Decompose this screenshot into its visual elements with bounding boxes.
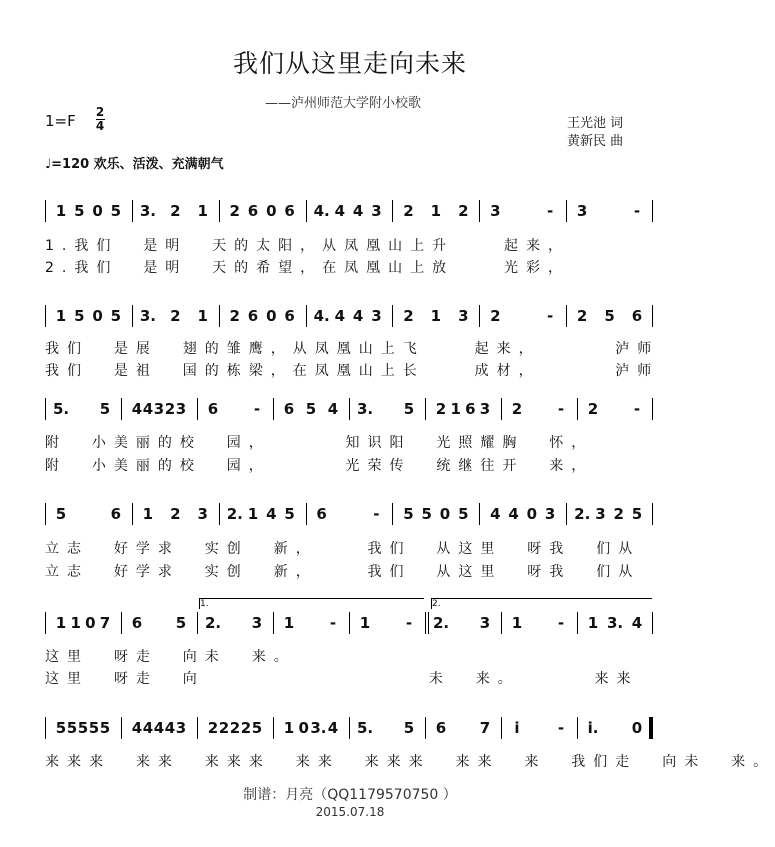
- note: 1: [142, 505, 154, 523]
- transcriber-credit: 制谱：月亮（QQ1179570750 ）: [243, 787, 457, 803]
- barline: [45, 503, 46, 525]
- note: 0: [298, 719, 309, 737]
- note: 2: [403, 307, 414, 325]
- note: 0: [85, 614, 96, 632]
- note: 1: [511, 614, 523, 632]
- note: 3: [251, 614, 263, 632]
- note: 1: [430, 202, 442, 220]
- barline: [566, 200, 567, 222]
- note: 3: [595, 505, 606, 523]
- note: 1: [430, 307, 442, 325]
- note: 4: [508, 505, 519, 523]
- note: 1: [55, 307, 67, 325]
- barline: [219, 305, 220, 327]
- note: 4: [490, 505, 501, 523]
- barline: [501, 717, 502, 739]
- note: 1: [283, 719, 295, 737]
- note: 4: [327, 719, 339, 737]
- note: 5: [99, 400, 111, 418]
- note: 1: [55, 202, 67, 220]
- note: 0: [526, 505, 538, 523]
- notation-system: [45, 503, 653, 525]
- barline: [121, 612, 122, 634]
- note: 5: [55, 719, 67, 737]
- note: 2: [207, 719, 219, 737]
- note: 6: [631, 307, 643, 325]
- note: 3: [479, 614, 491, 632]
- note: 4: [164, 719, 176, 737]
- notation-system: [45, 717, 653, 739]
- note: 0: [439, 505, 451, 523]
- note: 4: [153, 719, 165, 737]
- barline: [45, 612, 46, 634]
- note: 4: [266, 505, 277, 523]
- barline: [306, 503, 307, 525]
- note: 2: [403, 202, 414, 220]
- note: 2: [229, 307, 240, 325]
- note: 2: [229, 202, 240, 220]
- note: 5: [66, 719, 78, 737]
- note: 3.: [310, 719, 327, 737]
- note: 3: [371, 307, 382, 325]
- barline: [577, 717, 578, 739]
- note: 2: [511, 400, 523, 418]
- note: 3: [490, 202, 501, 220]
- note: 6: [316, 505, 327, 523]
- lyric-line: 附 小美丽的校 园， 光荣传 统继往开 来，: [45, 458, 594, 474]
- note: 3.: [139, 202, 156, 220]
- note: -: [547, 307, 554, 325]
- time-sig-bottom: 4: [95, 119, 105, 133]
- barline: [349, 612, 350, 634]
- lyricist: 王光池 词: [567, 116, 624, 131]
- note: 2: [587, 400, 599, 418]
- note: 2: [458, 202, 469, 220]
- note: 2: [218, 719, 230, 737]
- note: 3.: [139, 307, 156, 325]
- note: 6: [284, 202, 295, 220]
- barline: [652, 305, 653, 327]
- barline: [501, 398, 502, 420]
- note: -: [557, 614, 565, 632]
- barline: [479, 503, 480, 525]
- final-barline: [649, 717, 652, 739]
- note: 0: [92, 202, 103, 220]
- lyric-line: 这里 呀走 向未 来。: [45, 649, 296, 665]
- note: 5: [74, 307, 85, 325]
- note: 6: [284, 307, 295, 325]
- notation-system: [45, 599, 653, 634]
- barline: [132, 305, 133, 327]
- note: 4: [352, 307, 364, 325]
- note: 4: [352, 202, 364, 220]
- note: 4: [131, 400, 143, 418]
- note: 3: [197, 505, 208, 523]
- lyric-line: 1.我们 是明 天的太阳，从凤凰山上升 起来，: [45, 238, 570, 254]
- barline: [45, 305, 46, 327]
- barline: [132, 503, 133, 525]
- note: -: [633, 202, 641, 220]
- note: 1: [55, 614, 67, 632]
- note: 2: [240, 719, 252, 737]
- lyric-line: 附 小美丽的校 园， 知识阳 光照耀胸 怀，: [45, 435, 594, 451]
- note: 2.: [205, 614, 222, 632]
- note: 5: [88, 719, 100, 737]
- note: 6: [283, 400, 295, 418]
- lyric-line: 来来来 来来 来来来 来来 来来来 来来 来 我们走 向未 来。: [45, 754, 775, 770]
- barline: [577, 398, 578, 420]
- note: 2.: [226, 505, 243, 523]
- volta-second-ending: 2.: [431, 598, 652, 609]
- note: 4: [334, 307, 346, 325]
- note: 2: [170, 202, 181, 220]
- note: 2: [435, 400, 447, 418]
- barline: [45, 200, 46, 222]
- barline: [501, 612, 502, 634]
- note: 3: [544, 505, 556, 523]
- note: 4.: [313, 307, 330, 325]
- note: 0: [266, 202, 277, 220]
- song-title: 我们从这里走向未来: [232, 49, 467, 78]
- barline: [45, 398, 46, 420]
- note: i: [514, 719, 520, 737]
- note: -: [633, 400, 641, 418]
- barline: [652, 612, 653, 634]
- note: 2.: [574, 505, 591, 523]
- barline: [197, 612, 198, 634]
- note: 5: [99, 719, 111, 737]
- barline: [121, 717, 122, 739]
- note: 2: [164, 400, 176, 418]
- tempo-marking: ♩=120 欢乐、活泼、充满朝气: [45, 157, 224, 172]
- barline: [45, 717, 46, 739]
- note: 1: [450, 400, 461, 418]
- note: 1: [197, 307, 208, 325]
- note: 3: [153, 400, 165, 418]
- note: 2: [576, 307, 588, 325]
- barline: [306, 305, 307, 327]
- barline: [652, 398, 653, 420]
- note: 0: [631, 719, 643, 737]
- note: 3: [479, 400, 491, 418]
- note: -: [329, 614, 337, 632]
- barline: [392, 305, 393, 327]
- note: 3: [458, 307, 469, 325]
- note: 5: [55, 505, 67, 523]
- note: 2: [613, 505, 624, 523]
- note: 1: [70, 614, 81, 632]
- barline: [566, 305, 567, 327]
- barline: [652, 200, 653, 222]
- note: 2: [490, 307, 501, 325]
- barline: [132, 200, 133, 222]
- note: 5: [403, 719, 415, 737]
- note: 2: [170, 505, 181, 523]
- note: -: [557, 719, 565, 737]
- note: 5.: [357, 719, 374, 737]
- note: 0: [266, 307, 277, 325]
- key-label: 1=F: [45, 112, 76, 130]
- barline: [425, 398, 426, 420]
- note: 4: [131, 719, 143, 737]
- volta-first-ending: 1.: [199, 598, 424, 609]
- barline: [219, 503, 220, 525]
- notation-system: [45, 200, 653, 222]
- note: 6: [247, 307, 259, 325]
- barline: [577, 612, 578, 634]
- barline: [425, 717, 426, 739]
- barline: [652, 717, 653, 739]
- composer: 黄新民 曲: [567, 134, 624, 149]
- note: 2: [170, 307, 181, 325]
- barline: [273, 612, 274, 634]
- note: 5: [631, 505, 643, 523]
- note: 2.: [433, 614, 450, 632]
- note: 7: [99, 614, 111, 632]
- note: 6: [131, 614, 143, 632]
- note: 6: [465, 400, 476, 418]
- lyric-line: 这里 呀走 向 未 来。 来来: [45, 671, 639, 687]
- note: 5: [305, 400, 317, 418]
- notation-system: [45, 305, 653, 327]
- lyric-line: 2.我们 是明 天的希望，在凤凰山上放 光彩，: [45, 260, 570, 276]
- note: 1: [283, 614, 295, 632]
- note: -: [373, 505, 380, 523]
- repeat-barline: [428, 612, 429, 634]
- barline: [392, 200, 393, 222]
- note: 7: [479, 719, 491, 737]
- note: 5: [284, 505, 295, 523]
- barline: [273, 717, 274, 739]
- note: 3: [576, 202, 588, 220]
- note: 3: [371, 202, 382, 220]
- note: 5: [175, 614, 187, 632]
- note: 5.: [53, 400, 70, 418]
- barline: [652, 503, 653, 525]
- barline: [392, 503, 393, 525]
- lyric-line: 立志 好学求 实创 新， 我们 从这里 呀我 们从: [45, 541, 641, 557]
- note: 6: [207, 400, 219, 418]
- time-signature: [94, 106, 106, 133]
- repeat-barline: [425, 612, 426, 634]
- note: 1: [587, 614, 599, 632]
- barline: [479, 305, 480, 327]
- note: 6: [435, 719, 447, 737]
- note: 4: [142, 719, 154, 737]
- note: 2: [229, 719, 241, 737]
- note: -: [405, 614, 413, 632]
- note: 5: [604, 307, 615, 325]
- note: 3.: [357, 400, 374, 418]
- note: 5: [74, 202, 85, 220]
- barline: [219, 200, 220, 222]
- note: 5: [77, 719, 89, 737]
- time-sig-top: 2: [95, 105, 105, 119]
- note: 5: [458, 505, 469, 523]
- lyric-line: 我们 是展 翅的雏鹰，从凤凰山上飞 起来， 泸师: [45, 341, 660, 357]
- transcription-date: 2015.07.18: [315, 805, 385, 819]
- note: 5: [403, 505, 414, 523]
- note: 3: [175, 400, 187, 418]
- note: 3.: [607, 614, 624, 632]
- barline: [566, 503, 567, 525]
- note: 1: [197, 202, 208, 220]
- lyric-line: 立志 好学求 实创 新， 我们 从这里 呀我 们从: [45, 564, 641, 580]
- note: 5: [110, 307, 122, 325]
- barline: [197, 717, 198, 739]
- barline: [273, 398, 274, 420]
- notation-system: [45, 398, 653, 420]
- note: 6: [247, 202, 259, 220]
- barline: [121, 398, 122, 420]
- note: 6: [110, 505, 122, 523]
- barline: [306, 200, 307, 222]
- note: -: [557, 400, 565, 418]
- barline: [479, 200, 480, 222]
- note: -: [253, 400, 261, 418]
- note: 4: [327, 400, 339, 418]
- note: 5: [403, 400, 415, 418]
- barline: [197, 398, 198, 420]
- note: 4: [631, 614, 643, 632]
- key-signature: [45, 112, 76, 130]
- note: 4.: [313, 202, 330, 220]
- note: 4: [142, 400, 154, 418]
- lyric-line: 我们 是祖 国的栋梁，在凤凰山上长 成材， 泸师: [45, 363, 660, 379]
- note: 1: [247, 505, 259, 523]
- note: 5: [110, 202, 122, 220]
- note: 3: [175, 719, 187, 737]
- note: 0: [92, 307, 103, 325]
- note: -: [547, 202, 554, 220]
- song-subtitle: ——泸州师范大学附小校歌: [265, 96, 422, 111]
- note: i.: [587, 719, 599, 737]
- note: 5: [421, 505, 432, 523]
- note: 4: [334, 202, 346, 220]
- barline: [349, 717, 350, 739]
- barline: [349, 398, 350, 420]
- note: 5: [251, 719, 263, 737]
- note: 1: [359, 614, 371, 632]
